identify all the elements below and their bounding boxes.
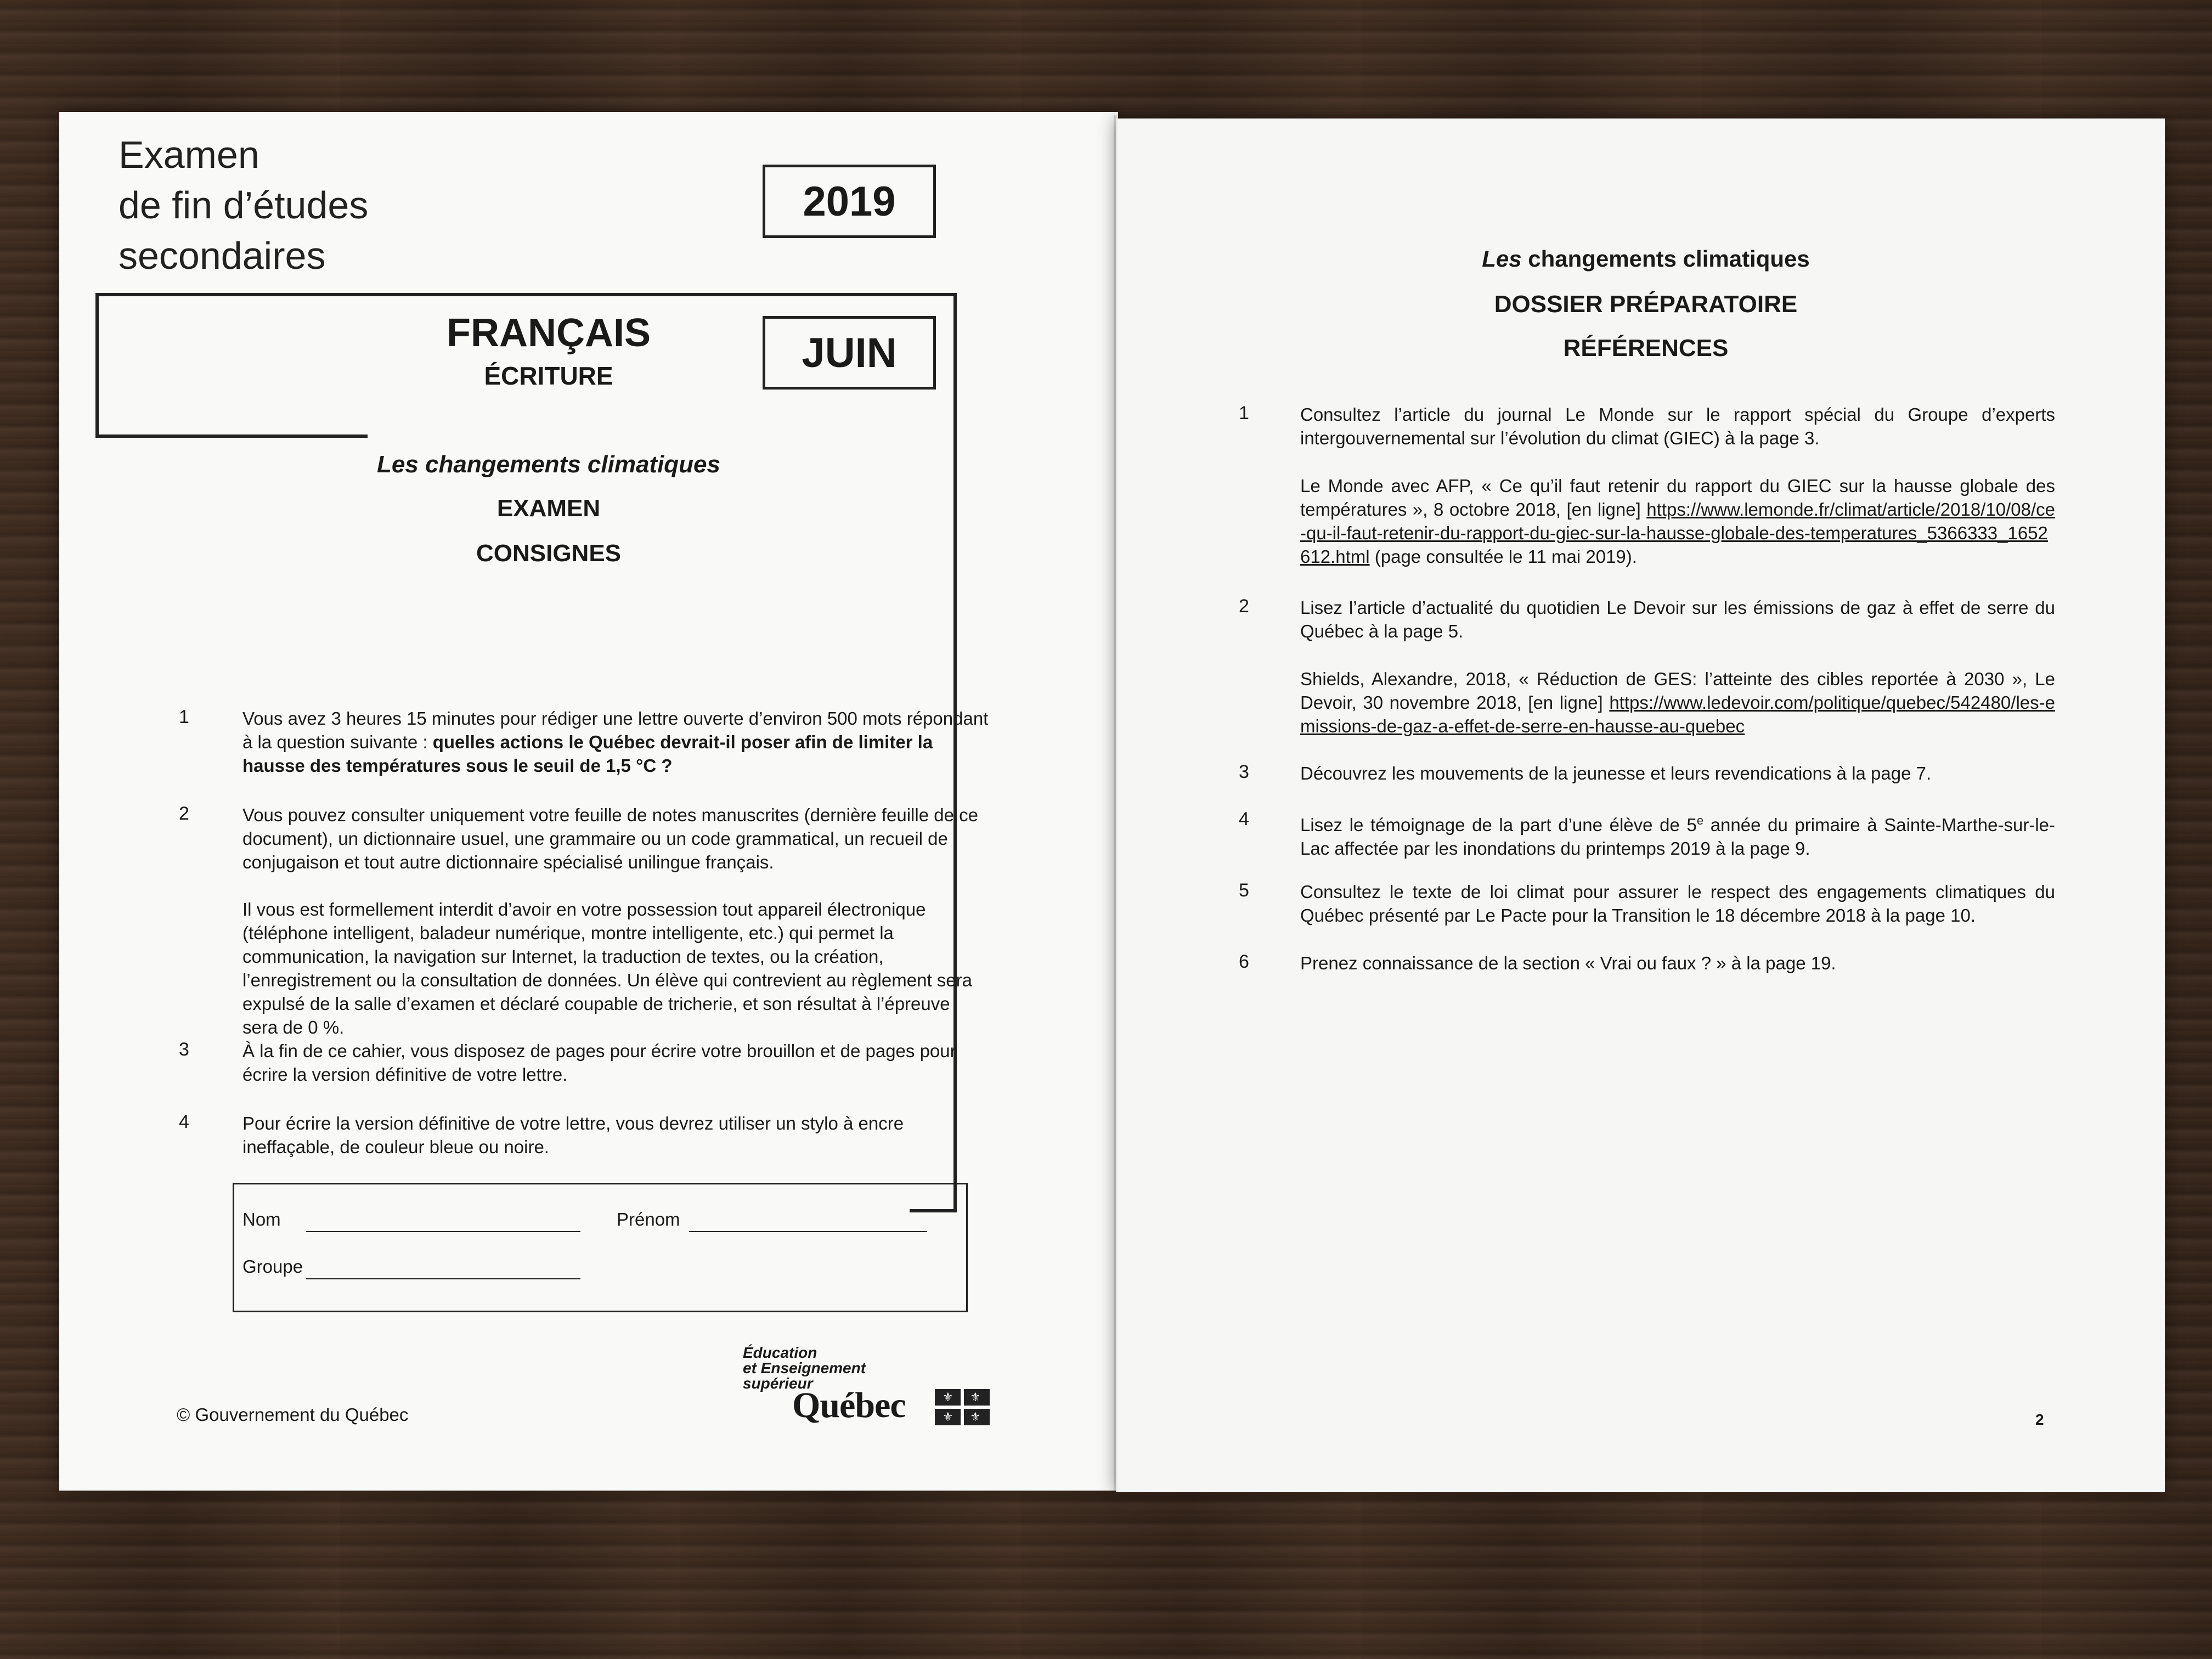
reference-number: 3 [1239,761,1249,782]
right-theme-title: Les changements climatiques [1482,246,1810,272]
frame-line [95,435,368,438]
month-box: JUIN [763,316,936,390]
reference-link[interactable]: https://www.ledevoir.com/politique/quebec/542480/les-emissions-de-gaz-a-effet-de-serre-en-hausse-au-quebec [1300,692,2055,736]
prenom-field[interactable] [689,1231,927,1232]
reference-text: Consultez le texte de loi climat pour assurer le respect des engagements climatiques du Québec présenté par Le Pacte pour la Transition le 18 décembre 2018 à la page 10. [1300,882,2055,926]
theme-title: Les changements climatiques [377,451,720,478]
year-box: 2019 [763,165,936,238]
copyright: © Gouvernement du Québec [177,1404,409,1425]
subsection-title: CONSIGNES [476,540,622,567]
reference-number: 5 [1239,880,1249,901]
reference-number: 4 [1239,809,1249,830]
instruction-number: 2 [179,803,189,824]
groupe-field[interactable] [306,1278,580,1279]
instruction-text: À la fin de ce cahier, vous disposez de pages pour écrire votre brouillon et de pages pour écrire la version définitive de votre lettre. [242,1041,956,1085]
references-title: RÉFÉRENCES [1563,335,1729,362]
groupe-label: Groupe [242,1256,303,1277]
quebec-flag-icon: ⚜ ⚜ ⚜ ⚜ [935,1389,990,1425]
instruction-text: Pour écrire la version définitive de votre lettre, vous devrez utiliser un stylo à encre ineffaçable, de couleur bleue ou noire. [242,1113,904,1157]
reference-text: Lisez l’article d’actualité du quotidien Le Devoir sur les émissions de gaz à effet de serre du Québec à la page 5. [1300,597,2055,641]
student-info-box [233,1183,968,1312]
reference-citation: Le Monde avec AFP, « Ce qu’il faut retenir du rapport du GIEC sur la hausse globale des températures », 8 octobre 2018, [en ligne] https://www.lemonde.fr/climat/article/2018/10/08/ce-qu-il-faut-retenir-du-rapport-du-giec-sur-la-hausse-globale-des-temperatures_5366333_1652612.html (page consultée le 11 mai 2019). [1300,476,2055,567]
dossier-title: DOSSIER PRÉPARATOIRE [1494,291,1798,318]
book-spine [1114,115,1118,1492]
quebec-wordmark: Québec [792,1385,906,1425]
instruction-number: 1 [179,707,189,727]
reference-citation: Shields, Alexandre, 2018, « Réduction de GES: l’atteinte des cibles reportée à 2030 », Le Devoir, 30 novembre 2018, [en ligne] https://www.ledevoir.com/politique/quebec/542480/les-emissions-de-gaz-a-effet-de-serre-en-hausse-au-quebec [1300,669,2055,736]
frame-line [95,293,99,438]
subject-subtitle: ÉCRITURE [484,362,613,390]
reference-number: 6 [1239,951,1249,972]
reference-text: Prenez connaissance de la section « Vrai ou faux ? » à la page 19. [1300,953,1836,973]
frame-line [95,293,957,296]
page-number: 2 [2035,1411,2044,1428]
subject-title: FRANÇAIS [447,311,651,355]
instruction-text: Il vous est formellement interdit d’avoir en votre possession tout appareil électronique (téléphone intelligent, baladeur numérique, montre intelligente, etc.) qui permet la communication, la navigation sur Internet, la traduction de textes, ou la création, l’enregistrement ou la consultation de données. Un élève qui contrevient au règlement sera expulsé de la salle d’examen et déclaré coupable de tricherie, et son résultat à l’épreuve sera de 0 %. [242,899,972,1037]
instruction-text: Vous avez 3 heures 15 minutes pour rédiger une lettre ouverte d’environ 500 mots répondant à la question suivante : quelles actions le Québec devrait-il poser afin de limiter la hausse des températures sous le seuil de 1,5 °C ? [242,708,989,776]
nom-label: Nom [242,1209,281,1229]
instruction-number: 3 [179,1039,189,1060]
instruction-text: Vous pouvez consulter uniquement votre feuille de notes manuscrites (dernière feuille de ce document), un dictionnaire usuel, une grammaire ou un code grammatical, un recueil de conjugaison et tout autre dictionnaire spécialisé unilingue français. [242,805,978,872]
instruction-number: 4 [179,1111,189,1132]
reference-text: Consultez l’article du journal Le Monde sur le rapport spécial du Groupe d’experts intergouvernemental sur l’évolution du climat (GIEC) à la page 3. [1300,404,2055,448]
right-page [1116,119,2165,1492]
section-title: EXAMEN [496,495,601,522]
ministry-logo-text: Éducation et Enseignement supérieur [743,1344,866,1392]
prenom-label: Prénom [617,1209,680,1229]
reference-text: Lisez le témoignage de la part d’une élève de 5e année du primaire à Sainte-Marthe-sur-le-Lac affectée par les inondations du printemps 2019 à la page 9. [1300,814,2055,859]
reference-text: Découvrez les mouvements de la jeunesse et leurs revendications à la page 7. [1300,763,1932,783]
reference-link[interactable]: https://www.lemonde.fr/climat/article/2018/10/08/ce-qu-il-faut-retenir-du-rapport-du-giec-sur-la-hausse-globale-des-temperatures_5366333_1652612.html [1300,499,2055,567]
reference-number: 2 [1239,596,1249,617]
exam-heading: Examen de fin d’études secondaires [119,133,369,277]
nom-field[interactable] [306,1231,580,1232]
reference-number: 1 [1239,403,1249,424]
